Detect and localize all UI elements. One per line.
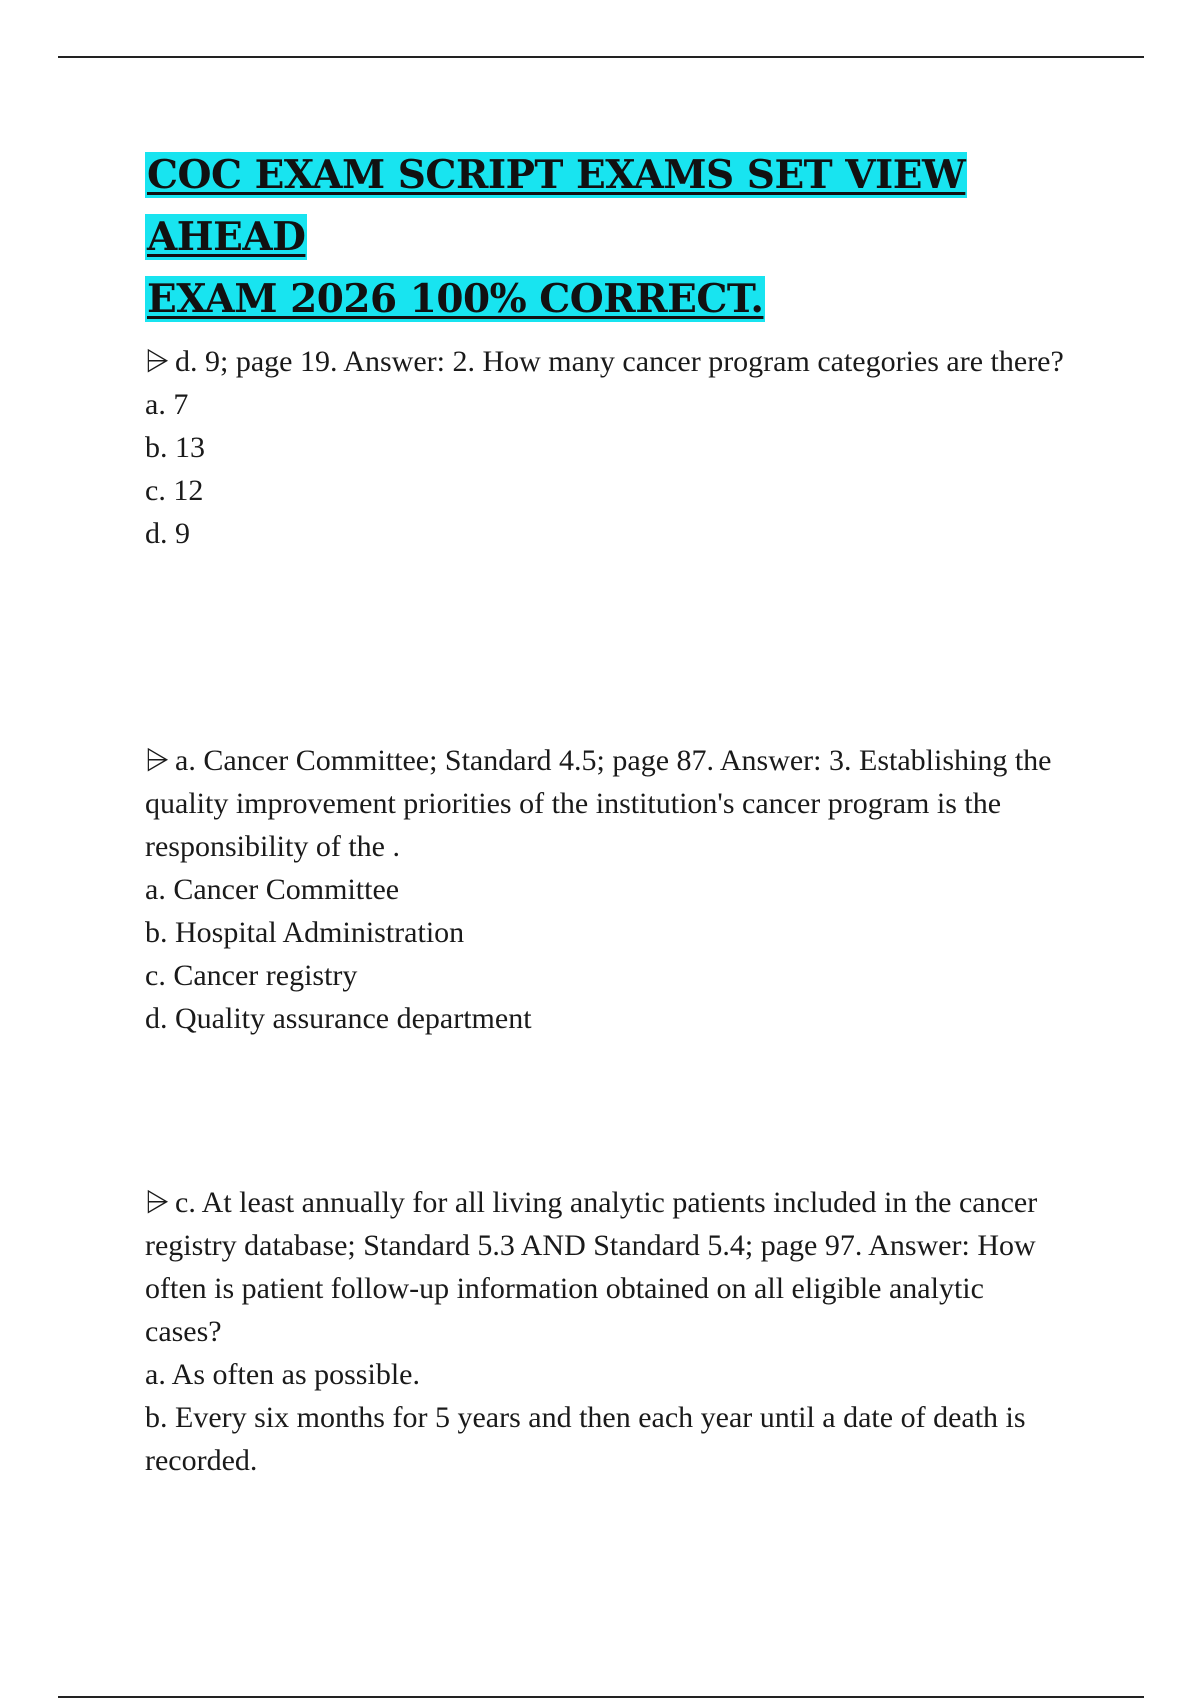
question-stem xyxy=(145,739,1065,868)
answer-option: d. Quality assurance department xyxy=(145,1002,532,1035)
arrow-icon: ⩥ xyxy=(145,1186,169,1219)
stem-text: d. 9; page 19. Answer: 2. How many cancer program categories are there? xyxy=(175,345,1064,378)
question-block xyxy=(145,739,1065,1040)
answer-option: c. Cancer registry xyxy=(145,959,358,992)
answer-option: b. Hospital Administration xyxy=(145,916,465,949)
top-divider xyxy=(58,56,1144,58)
answer-option: b. Every six months for 5 years and then each year until a date of death is recorded. xyxy=(145,1401,1026,1477)
arrow-icon: ⩥ xyxy=(145,744,169,777)
answer-option: a. Cancer Committee xyxy=(145,873,400,906)
document-title xyxy=(145,144,1045,330)
question-block xyxy=(145,1181,1065,1482)
answer-option: c. 12 xyxy=(145,474,204,507)
question-block xyxy=(145,340,1065,555)
title-line-2: EXAM 2026 100% CORRECT. xyxy=(147,276,764,322)
question-stem xyxy=(145,1181,1065,1353)
answer-option: a. 7 xyxy=(145,388,189,421)
stem-text: c. At least annually for all living analytic patients included in the cancer registry database; Standard 5.3 AND Standard 5.4; page 97. Answer: How often is patient follow-up information obtained on all eligible analytic cases? xyxy=(145,1186,1038,1348)
question-stem xyxy=(145,340,1065,383)
arrow-icon: ⩥ xyxy=(145,345,169,378)
answer-option: a. As often as possible. xyxy=(145,1358,420,1391)
answer-option: b. 13 xyxy=(145,431,205,464)
title-line-1: COC EXAM SCRIPT EXAMS SET VIEW AHEAD xyxy=(147,152,966,260)
answer-option: d. 9 xyxy=(145,517,190,550)
bottom-divider xyxy=(58,1696,1144,1698)
stem-text: a. Cancer Committee; Standard 4.5; page 87. Answer: 3. Establishing the quality improvement priorities of the institution's cancer program is the responsibility of the . xyxy=(145,744,1052,863)
